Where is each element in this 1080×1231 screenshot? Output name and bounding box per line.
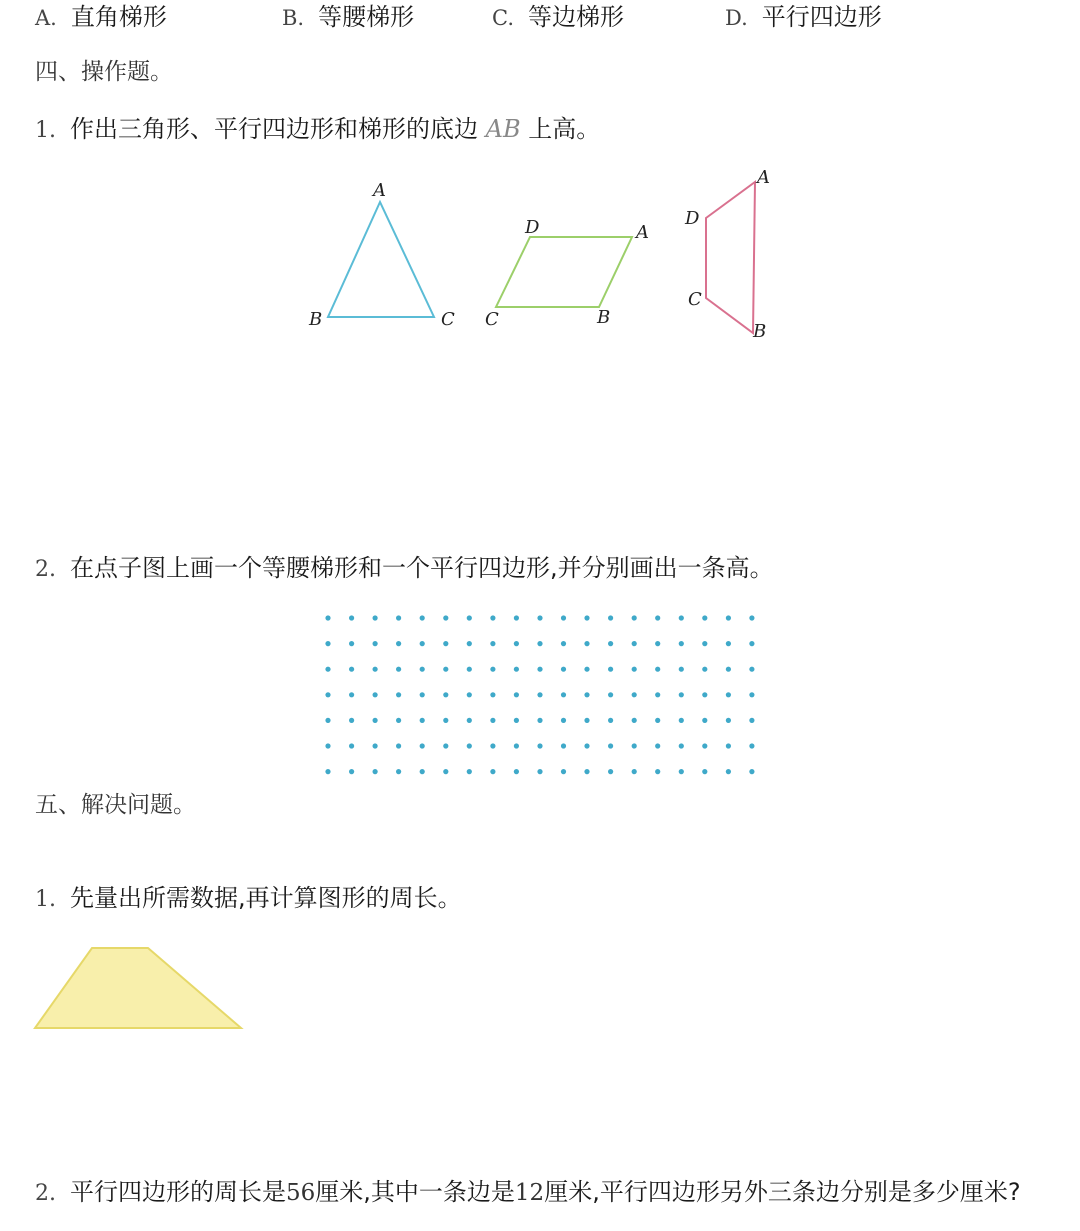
trapezoid-label-c: C <box>688 289 702 310</box>
grid-dot <box>655 769 660 774</box>
option-letter: C. <box>492 6 514 30</box>
grid-dot <box>490 769 495 774</box>
option-letter: D. <box>725 6 748 30</box>
question-text-a: 平行四边形的周长是 <box>70 1178 286 1206</box>
grid-dot <box>726 743 731 748</box>
grid-dot <box>349 641 354 646</box>
grid-dot <box>490 743 495 748</box>
grid-dot <box>467 692 472 697</box>
question-text-before: 作出三角形、平行四边形和梯形的底边 <box>70 115 486 143</box>
grid-dot <box>467 769 472 774</box>
segment-ab-label: AB <box>485 115 521 143</box>
grid-dot <box>632 692 637 697</box>
question-text: 先量出所需数据,再计算图形的周长。 <box>70 884 462 912</box>
trapezoid-label-b: B <box>753 321 767 342</box>
grid-dot <box>608 769 613 774</box>
grid-dot <box>726 692 731 697</box>
grid-dot <box>467 667 472 672</box>
grid-dot <box>420 692 425 697</box>
grid-dot <box>325 769 330 774</box>
section5-title: 五、解决问题。 <box>35 792 196 818</box>
grid-dot <box>396 769 401 774</box>
grid-dot <box>702 769 707 774</box>
grid-dot <box>702 615 707 620</box>
grid-dot <box>632 641 637 646</box>
grid-dot <box>514 743 519 748</box>
grid-dot <box>561 615 566 620</box>
grid-dot <box>537 641 542 646</box>
grid-dot <box>561 743 566 748</box>
grid-dot <box>349 615 354 620</box>
grid-dot <box>561 692 566 697</box>
grid-dot <box>749 769 754 774</box>
grid-dot <box>537 743 542 748</box>
question-text-c: 厘米,平行四边形另外三条边分别是多少厘米? <box>544 1178 1021 1206</box>
grid-dot <box>702 641 707 646</box>
question-number: 2. <box>35 1181 56 1206</box>
grid-dot <box>467 743 472 748</box>
triangle-figure <box>308 180 455 330</box>
grid-dot <box>679 692 684 697</box>
grid-dot <box>396 641 401 646</box>
grid-dot <box>349 743 354 748</box>
grid-dot <box>749 667 754 672</box>
grid-dot <box>608 641 613 646</box>
grid-dot <box>584 641 589 646</box>
grid-dot <box>490 692 495 697</box>
grid-dot <box>632 615 637 620</box>
section4-title: 四、操作题。 <box>35 59 173 85</box>
grid-dot <box>679 769 684 774</box>
grid-dot <box>396 718 401 723</box>
grid-dot <box>632 769 637 774</box>
grid-dot <box>373 615 378 620</box>
grid-dot <box>537 667 542 672</box>
grid-dot <box>396 667 401 672</box>
grid-dot <box>632 667 637 672</box>
grid-dot <box>325 641 330 646</box>
option-text: 等腰梯形 <box>318 3 415 31</box>
option-letter: B. <box>282 6 305 30</box>
grid-dot <box>726 641 731 646</box>
grid-dot <box>373 641 378 646</box>
parallelogram-label-a: A <box>636 222 649 243</box>
grid-dot <box>561 769 566 774</box>
triangle-label-c: C <box>441 309 455 330</box>
grid-dot <box>655 692 660 697</box>
parallelogram-shape <box>496 237 632 307</box>
grid-dot <box>726 667 731 672</box>
grid-dot <box>373 692 378 697</box>
grid-dot <box>608 718 613 723</box>
grid-dot <box>749 615 754 620</box>
grid-dot <box>467 641 472 646</box>
grid-dot <box>679 641 684 646</box>
grid-dot <box>420 769 425 774</box>
grid-dot <box>679 667 684 672</box>
parallelogram-label-c: C <box>485 309 499 330</box>
parallelogram-label-d: D <box>525 217 540 238</box>
grid-dot <box>561 718 566 723</box>
grid-dot <box>443 667 448 672</box>
grid-dot <box>514 769 519 774</box>
grid-dot <box>655 667 660 672</box>
grid-dot <box>537 615 542 620</box>
grid-dot <box>325 615 330 620</box>
grid-dot <box>467 615 472 620</box>
dot-grid <box>325 615 754 774</box>
grid-dot <box>632 743 637 748</box>
grid-dot <box>373 667 378 672</box>
grid-dot <box>749 692 754 697</box>
grid-dot <box>443 743 448 748</box>
grid-dot <box>655 743 660 748</box>
grid-dot <box>561 667 566 672</box>
perimeter-value: 56 <box>286 1180 316 1206</box>
grid-dot <box>325 667 330 672</box>
grid-dot <box>726 718 731 723</box>
question-number: 1. <box>35 118 56 143</box>
grid-dot <box>420 641 425 646</box>
grid-dot <box>373 769 378 774</box>
grid-dot <box>514 667 519 672</box>
grid-dot <box>490 667 495 672</box>
grid-dot <box>537 692 542 697</box>
grid-dot <box>514 718 519 723</box>
grid-dot <box>396 743 401 748</box>
grid-dot <box>702 718 707 723</box>
yellow-trapezoid-shape <box>35 948 241 1028</box>
grid-dot <box>537 718 542 723</box>
side-value: 12 <box>514 1180 545 1206</box>
option-text: 等边梯形 <box>528 3 624 31</box>
option-text: 直角梯形 <box>70 3 167 31</box>
grid-dot <box>679 718 684 723</box>
grid-dot <box>632 718 637 723</box>
grid-dot <box>467 718 472 723</box>
option-letter: A. <box>35 6 57 30</box>
triangle-label-b: B <box>309 309 323 330</box>
grid-dot <box>443 692 448 697</box>
grid-dot <box>584 743 589 748</box>
grid-dot <box>655 641 660 646</box>
parallelogram-figure <box>485 217 649 330</box>
grid-dot <box>396 615 401 620</box>
grid-dot <box>608 692 613 697</box>
grid-dot <box>443 718 448 723</box>
grid-dot <box>443 615 448 620</box>
question-number: 1. <box>35 887 56 912</box>
grid-dot <box>702 743 707 748</box>
parallelogram-label-b: B <box>597 307 611 328</box>
trapezoid-shape <box>706 182 755 333</box>
trapezoid-label-a: A <box>757 167 770 188</box>
grid-dot <box>349 692 354 697</box>
question-text-b: 厘米,其中一条边是 <box>315 1178 515 1206</box>
grid-dot <box>490 615 495 620</box>
grid-dot <box>608 667 613 672</box>
grid-dot <box>584 769 589 774</box>
trapezoid-figure <box>684 167 770 342</box>
triangle-label-a: A <box>373 180 386 201</box>
grid-dot <box>679 743 684 748</box>
grid-dot <box>325 743 330 748</box>
grid-dot <box>608 615 613 620</box>
grid-dot <box>584 718 589 723</box>
grid-dot <box>749 641 754 646</box>
grid-dot <box>373 718 378 723</box>
grid-dot <box>349 667 354 672</box>
grid-dot <box>420 615 425 620</box>
grid-dot <box>679 615 684 620</box>
grid-dot <box>420 743 425 748</box>
grid-dot <box>655 718 660 723</box>
grid-dot <box>561 641 566 646</box>
grid-dot <box>490 718 495 723</box>
grid-dot <box>584 692 589 697</box>
grid-dot <box>514 615 519 620</box>
grid-dot <box>349 769 354 774</box>
grid-dot <box>443 769 448 774</box>
grid-dot <box>655 615 660 620</box>
trapezoid-label-d: D <box>685 208 700 229</box>
grid-dot <box>514 641 519 646</box>
grid-dot <box>420 667 425 672</box>
option-text: 平行四边形 <box>761 3 882 31</box>
grid-dot <box>325 692 330 697</box>
grid-dot <box>584 615 589 620</box>
grid-dot <box>490 641 495 646</box>
triangle-shape <box>328 202 434 317</box>
grid-dot <box>608 743 613 748</box>
grid-dot <box>325 718 330 723</box>
grid-dot <box>702 667 707 672</box>
grid-dot <box>726 615 731 620</box>
grid-dot <box>373 743 378 748</box>
grid-dot <box>420 718 425 723</box>
question-text: 在点子图上画一个等腰梯形和一个平行四边形,并分别画出一条高。 <box>70 554 774 582</box>
grid-dot <box>396 692 401 697</box>
grid-dot <box>514 692 519 697</box>
question-number: 2. <box>35 557 56 582</box>
grid-dot <box>349 718 354 723</box>
grid-dot <box>749 718 754 723</box>
question-text-after: 上高。 <box>520 115 601 143</box>
grid-dot <box>443 641 448 646</box>
grid-dot <box>749 743 754 748</box>
grid-dot <box>702 692 707 697</box>
grid-dot <box>537 769 542 774</box>
grid-dot <box>584 667 589 672</box>
grid-dot <box>726 769 731 774</box>
